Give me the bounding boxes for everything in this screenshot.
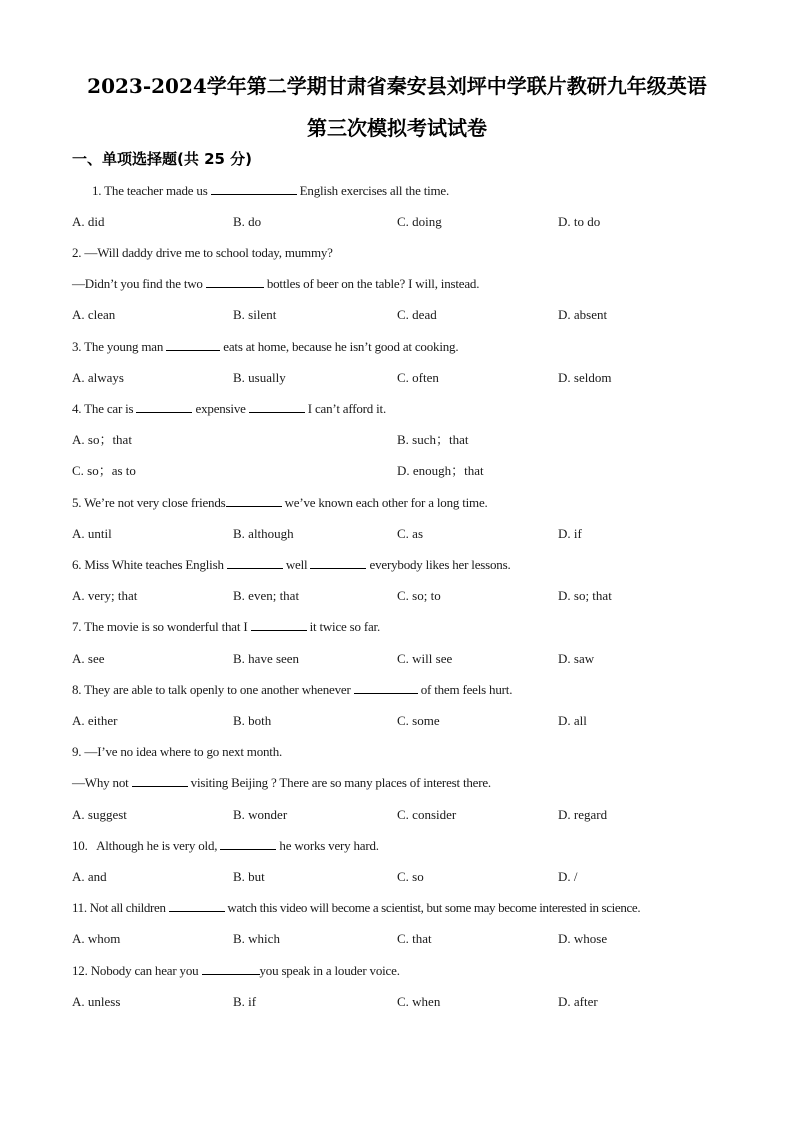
answer-blank xyxy=(220,837,276,850)
question-5-option-c: C. as xyxy=(397,526,423,541)
answer-blank xyxy=(251,618,307,631)
question-1-option-d: D. to do xyxy=(558,214,601,229)
question-6-option-a: A. very; that xyxy=(72,588,138,603)
question-4-option-a: A. so；that xyxy=(72,432,132,447)
question-7-stem: 7. The movie is so wonderful that I it twice so far. xyxy=(72,619,381,634)
answer-blank xyxy=(226,494,282,507)
question-11-option-c: C. that xyxy=(397,931,432,946)
question-1-option-c: C. doing xyxy=(397,214,442,229)
question-9-option-b: B. wonder xyxy=(233,807,288,822)
question-9-option-c: C. consider xyxy=(397,807,457,822)
question-5-option-d: D. if xyxy=(558,526,582,541)
question-3-option-c: C. often xyxy=(397,370,439,385)
question-9-option-a: A. suggest xyxy=(72,807,127,822)
answer-blank xyxy=(206,275,264,288)
question-7-option-c: C. will see xyxy=(397,651,453,666)
question-6-option-d: D. so; that xyxy=(558,588,612,603)
question-10-stem: 10. Although he is very old, he works very hard. xyxy=(72,838,379,853)
question-9-reply: —Why not visiting Beijing ? There are so many places of interest there. xyxy=(72,775,491,790)
question-5-option-b: B. although xyxy=(233,526,294,541)
question-2-option-a: A. clean xyxy=(72,307,116,322)
question-3-option-d: D. seldom xyxy=(558,370,612,385)
question-11-option-a: A. whom xyxy=(72,931,121,946)
answer-blank xyxy=(202,962,260,975)
answer-blank xyxy=(136,400,192,413)
answer-blank xyxy=(249,400,305,413)
question-12-stem: 12. Nobody can hear you you speak in a louder voice. xyxy=(72,963,400,978)
question-8-option-c: C. some xyxy=(397,713,440,728)
question-4-stem: 4. The car is expensive I can’t afford it. xyxy=(72,401,387,416)
question-7-option-d: D. saw xyxy=(558,651,595,666)
question-4-option-b: B. such；that xyxy=(397,432,469,447)
question-1-stem: 1. The teacher made us English exercises all the time. xyxy=(92,183,450,198)
question-4-option-d: D. enough；that xyxy=(397,463,484,478)
question-8-option-a: A. either xyxy=(72,713,118,728)
question-9-option-d: D. regard xyxy=(558,807,608,822)
question-12-option-a: A. unless xyxy=(72,994,121,1009)
question-7-option-b: B. have seen xyxy=(233,651,300,666)
question-10-option-d: D. / xyxy=(558,869,578,884)
answer-blank xyxy=(310,556,366,569)
question-1-option-a: A. did xyxy=(72,214,105,229)
question-10-option-a: A. and xyxy=(72,869,107,884)
question-4-option-c: C. so；as to xyxy=(72,463,136,478)
question-2-option-c: C. dead xyxy=(397,307,437,322)
question-11-stem: 11. Not all children watch this video will become a scientist, but some may become interested in science. xyxy=(72,900,641,915)
question-6-option-c: C. so; to xyxy=(397,588,441,603)
question-8-option-d: D. all xyxy=(558,713,587,728)
question-2-option-d: D. absent xyxy=(558,307,608,322)
question-5-stem: 5. We’re not very close friends we’ve known each other for a long time. xyxy=(72,495,488,510)
question-12-option-d: D. after xyxy=(558,994,598,1009)
question-11-option-b: B. which xyxy=(233,931,280,946)
answer-blank xyxy=(354,681,418,694)
answer-blank xyxy=(132,774,188,787)
question-1-option-b: B. do xyxy=(233,214,262,229)
question-6-stem: 6. Miss White teaches English well everybody likes her lessons. xyxy=(72,557,511,572)
question-2-reply: —Didn’t you find the two bottles of beer on the table? I will, instead. xyxy=(72,276,480,291)
question-8-stem: 8. They are able to talk openly to one another whenever of them feels hurt. xyxy=(72,682,513,697)
question-3-option-a: A. always xyxy=(72,370,124,385)
question-10-option-c: C. so xyxy=(397,869,424,884)
question-2-option-b: B. silent xyxy=(233,307,277,322)
question-10-option-b: B. but xyxy=(233,869,265,884)
question-6-option-b: B. even; that xyxy=(233,588,300,603)
question-3-option-b: B. usually xyxy=(233,370,286,385)
exam-title-line1: 2023-2024学年第二学期甘肃省秦安县刘坪中学联片教研九年级英语 xyxy=(87,74,707,98)
question-12-option-c: C. when xyxy=(397,994,441,1009)
answer-blank xyxy=(169,899,225,912)
question-9-stem: 9. —I’ve no idea where to go next month. xyxy=(72,744,283,759)
question-11-option-d: D. whose xyxy=(558,931,608,946)
answer-blank xyxy=(166,338,220,351)
answer-blank xyxy=(211,182,297,195)
question-5-option-a: A. until xyxy=(72,526,112,541)
question-8-option-b: B. both xyxy=(233,713,272,728)
answer-blank xyxy=(227,556,283,569)
section-heading: 一、单项选择题(共 25 分) xyxy=(72,150,253,168)
exam-title-line2: 第三次模拟考试试卷 xyxy=(307,116,487,140)
question-12-option-b: B. if xyxy=(233,994,257,1009)
question-2-stem: 2. —Will daddy drive me to school today, mummy? xyxy=(72,245,333,260)
question-7-option-a: A. see xyxy=(72,651,105,666)
question-3-stem: 3. The young man eats at home, because he isn’t good at cooking. xyxy=(72,339,459,354)
